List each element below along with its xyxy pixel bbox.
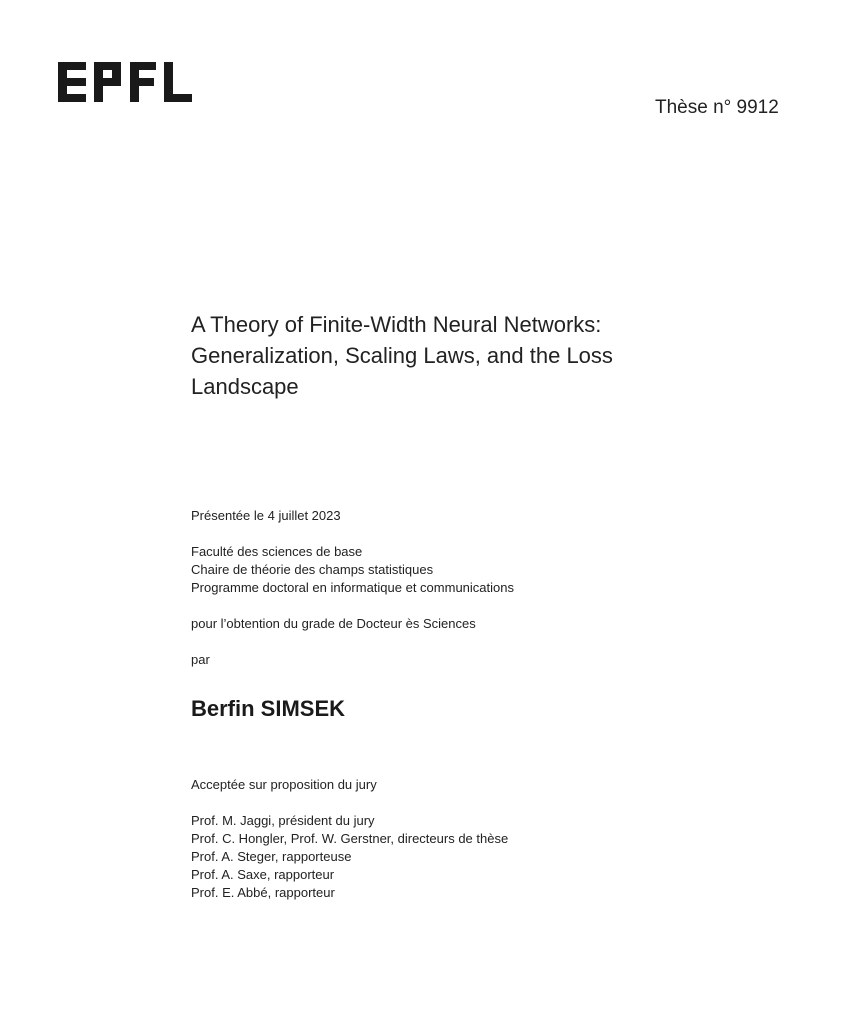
presentation-date-text: Présentée le 4 juillet 2023 — [191, 508, 341, 523]
faculty-line: Faculté des sciences de base — [191, 544, 363, 559]
thesis-title — [191, 309, 751, 402]
chair-line: Chaire de théorie des champs statistiques — [191, 562, 434, 577]
by-text: par — [191, 652, 210, 667]
thesis-title-line: A Theory of Finite-Width Neural Networks: — [191, 312, 602, 337]
jury-member: Prof. C. Hongler, Prof. W. Gerstner, directeurs de thèse — [191, 831, 509, 846]
institution-block — [191, 543, 514, 597]
jury-member: Prof. M. Jaggi, président du jury — [191, 813, 375, 828]
jury-member: Prof. A. Saxe, rapporteur — [191, 867, 335, 882]
program-line: Programme doctoral en informatique et communications — [191, 580, 514, 595]
jury-list — [191, 812, 508, 902]
jury-member: Prof. A. Steger, rapporteuse — [191, 849, 352, 864]
thesis-title-line: Generalization, Scaling Laws, and the Loss — [191, 343, 613, 368]
thesis-title-line: Landscape — [191, 374, 299, 399]
presentation-date — [191, 507, 341, 525]
jury-intro — [191, 776, 377, 794]
by-label — [191, 651, 210, 669]
degree-statement — [191, 615, 476, 633]
degree-text: pour l’obtention du grade de Docteur ès Sciences — [191, 616, 476, 631]
jury-intro-text: Acceptée sur proposition du jury — [191, 777, 377, 792]
thesis-number: Thèse n° 9912 — [655, 97, 779, 118]
jury-member: Prof. E. Abbé, rapporteur — [191, 885, 335, 900]
epfl-logo-icon — [58, 62, 192, 102]
author-name: Berfin SIMSEK — [191, 696, 346, 721]
epfl-logo — [58, 62, 192, 102]
